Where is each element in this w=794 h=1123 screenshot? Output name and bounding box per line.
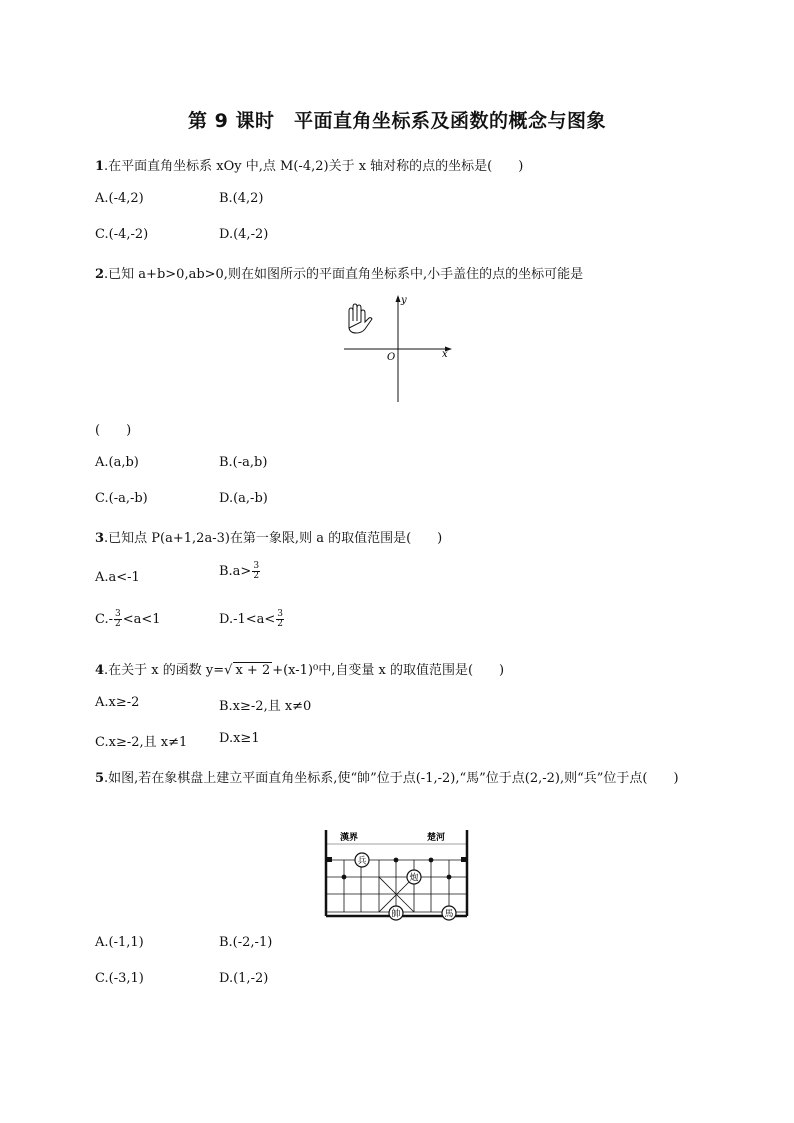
option-text: D.-1<a< (219, 612, 276, 627)
option-a[interactable]: A.(-4,2) (95, 191, 144, 206)
svg-text:馬: 馬 (444, 909, 454, 920)
option-d[interactable]: D.x≥1 (219, 731, 260, 746)
question-text: .已知点 P(a+1,2a-3)在第一象限,则 a 的取值范围是( ) (104, 531, 443, 546)
piece-ma (442, 906, 456, 920)
fraction: $\frac{3}{2}$ (277, 609, 284, 629)
page-title: 第 9 课时 平面直角坐标系及函数的概念与图象 (188, 110, 606, 132)
svg-text:兵: 兵 (357, 856, 367, 867)
y-axis-label: y (401, 295, 407, 306)
option-a[interactable]: A.x≥-2 (95, 695, 140, 710)
option-text: B.a> (219, 564, 252, 579)
board-grid (326, 844, 467, 912)
question-number: 3 (95, 531, 105, 546)
question-text: .在平面直角坐标系 xOy 中,点 M(-4,2)关于 x 轴对称的点的坐标是( ) (104, 159, 524, 174)
option-d[interactable]: D.(a,-b) (219, 491, 268, 506)
question-2-paren: ( ) (95, 423, 132, 438)
svg-text:帥: 帥 (391, 909, 401, 920)
question-text: .在关于 x 的函数 y= (104, 663, 225, 678)
option-d[interactable]: D.(1,-2) (219, 971, 269, 986)
option-a[interactable]: A.a<-1 (95, 570, 140, 585)
option-d[interactable] (219, 610, 285, 629)
origin-label: O (387, 352, 396, 363)
river-label-left: 漢界 (340, 833, 359, 843)
option-b[interactable]: B.(-a,b) (219, 455, 268, 470)
piece-bing (355, 853, 369, 867)
question-2 (95, 263, 583, 282)
question-3 (95, 527, 442, 546)
svg-text:炮: 炮 (409, 873, 419, 884)
fraction: $\frac{3}{2}$ (115, 609, 121, 629)
question-number: 1 (95, 159, 105, 174)
question-text: .如图,若在象棋盘上建立平面直角坐标系,使“帥”位于点(-1,-2),“馬”位于点(2,-2),则“兵”位于点( ) (104, 771, 679, 786)
option-text: C.- (95, 612, 114, 627)
question-5 (95, 767, 679, 786)
y-axis-arrow (396, 295, 401, 302)
question-text: +(x-1)⁰中,自变量 x 的取值范围是( ) (272, 663, 505, 678)
question-number: 5 (95, 771, 105, 786)
question-number: 2 (95, 267, 105, 282)
option-b[interactable]: B.x≥-2,且 x≠0 (219, 699, 312, 714)
x-axis-label: x (442, 349, 448, 360)
question-text: .已知 a+b>0,ab>0,则在如图所示的平面直角坐标系中,小手盖住的点的坐标可能是 (104, 267, 584, 282)
fraction: $\frac{3}{2}$ (253, 561, 260, 581)
option-a[interactable]: A.(a,b) (95, 455, 139, 470)
river-label-right: 楚河 (427, 833, 446, 843)
question-number: 4 (95, 663, 105, 678)
question-1 (95, 155, 523, 174)
option-c[interactable] (95, 610, 161, 629)
hand-icon (349, 304, 372, 333)
piece-shuai (389, 906, 403, 920)
question-4: 4.在关于 x 的函数 y=√ x + 2 +(x-1)⁰中,自变量 x 的取值范围是( ) (95, 663, 505, 678)
option-c[interactable]: C.(-a,-b) (95, 491, 148, 506)
sqrt-expression: x + 2 (235, 663, 271, 678)
chess-board-figure (322, 826, 472, 924)
option-text: <a<1 (122, 612, 161, 627)
option-c[interactable]: C.(-4,-2) (95, 227, 149, 242)
option-b[interactable]: B.(4,2) (219, 191, 264, 206)
piece-pao (407, 870, 421, 884)
option-c[interactable]: C.x≥-2,且 x≠1 (95, 735, 188, 750)
option-d[interactable]: D.(4,-2) (219, 227, 269, 242)
option-b[interactable]: B.(-2,-1) (219, 935, 273, 950)
option-b[interactable] (219, 562, 261, 581)
coordinate-figure (340, 292, 460, 404)
option-a[interactable]: A.(-1,1) (95, 935, 144, 950)
option-c[interactable]: C.(-3,1) (95, 971, 144, 986)
